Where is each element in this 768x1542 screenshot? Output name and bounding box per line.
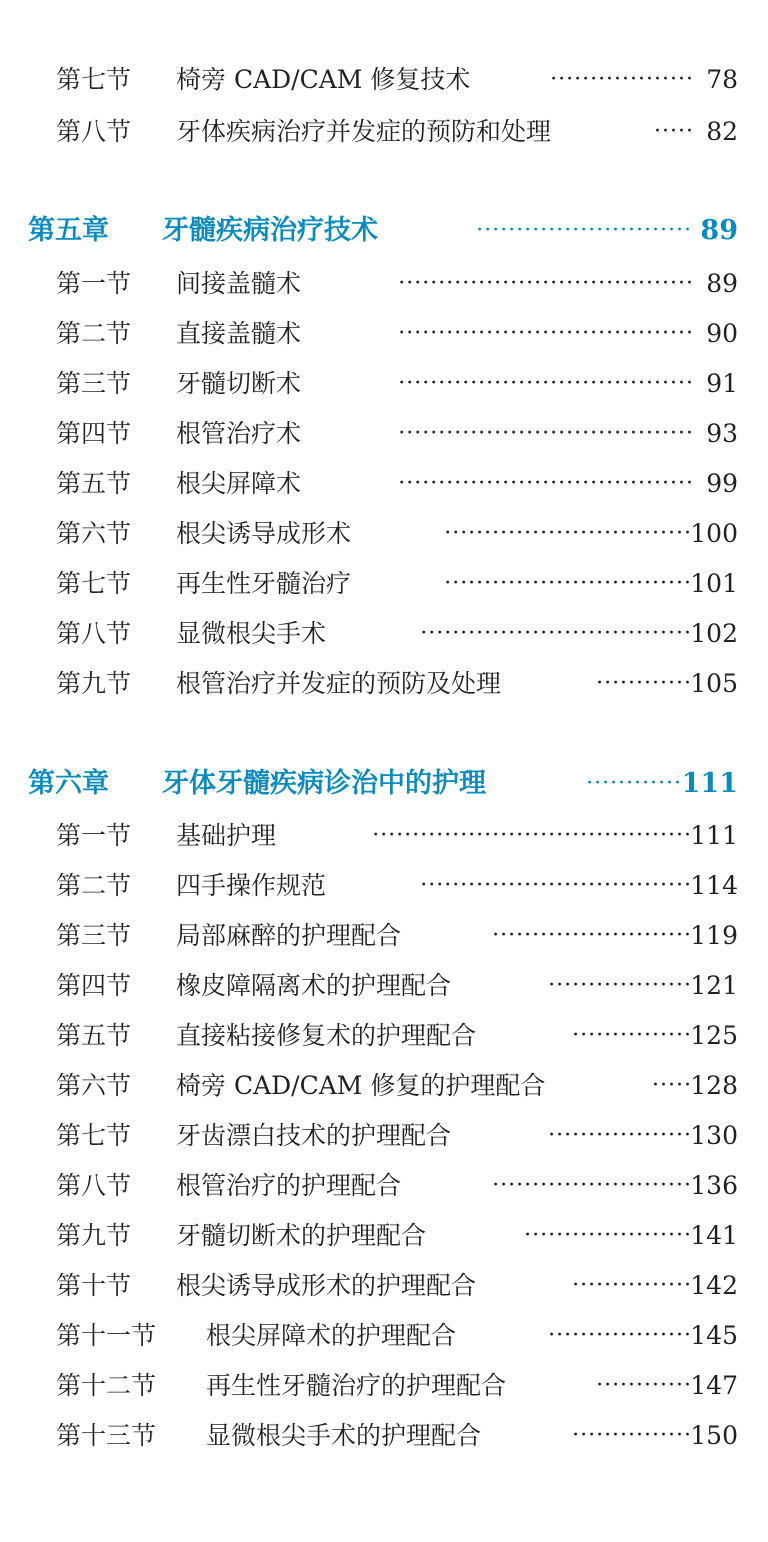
toc-row[interactable] bbox=[0, 364, 768, 404]
chapter-heading[interactable] bbox=[0, 211, 768, 251]
section-title: 根尖诱导成形术 bbox=[176, 519, 352, 548]
toc-row[interactable] bbox=[0, 1116, 768, 1156]
page-number: 89 bbox=[700, 215, 738, 246]
dot-leader: ··············· bbox=[572, 1423, 692, 1448]
dot-leader: ·················· bbox=[550, 67, 694, 92]
page-number: 91 bbox=[706, 369, 738, 398]
dot-leader: ························· bbox=[492, 1173, 692, 1198]
chapter-title: 牙髓疾病治疗技术 bbox=[162, 215, 378, 246]
page-number: 101 bbox=[690, 569, 738, 598]
section-title: 显微根尖手术的护理配合 bbox=[206, 1421, 482, 1450]
section-number: 第八节 bbox=[56, 1171, 132, 1200]
section-number: 第三节 bbox=[56, 921, 132, 950]
section-number: 第五节 bbox=[56, 469, 132, 498]
toc-row[interactable] bbox=[0, 664, 768, 704]
dot-leader: ··············· bbox=[572, 1023, 692, 1048]
section-number: 第四节 bbox=[56, 971, 132, 1000]
dot-leader: ······························· bbox=[444, 521, 692, 546]
toc-row[interactable] bbox=[0, 1166, 768, 1206]
toc-row[interactable] bbox=[0, 1266, 768, 1306]
section-title: 根尖屏障术的护理配合 bbox=[206, 1321, 457, 1350]
page-number: 136 bbox=[690, 1171, 738, 1200]
toc-row[interactable] bbox=[0, 1016, 768, 1056]
page-number: 147 bbox=[690, 1371, 738, 1400]
section-title: 根管治疗的护理配合 bbox=[176, 1171, 402, 1200]
page-number: 141 bbox=[690, 1221, 738, 1250]
page-number: 145 bbox=[690, 1321, 738, 1350]
page-number: 119 bbox=[690, 921, 738, 950]
section-title: 根尖诱导成形术的护理配合 bbox=[176, 1271, 477, 1300]
toc-row[interactable] bbox=[0, 464, 768, 504]
toc-row[interactable] bbox=[0, 564, 768, 604]
section-number: 第一节 bbox=[56, 821, 132, 850]
section-title: 牙髓切断术 bbox=[176, 369, 302, 398]
section-title: 直接粘接修复术的护理配合 bbox=[176, 1021, 477, 1050]
page-number: 130 bbox=[690, 1121, 738, 1150]
section-number: 第二节 bbox=[56, 319, 132, 348]
toc-row[interactable] bbox=[0, 966, 768, 1006]
dot-leader: ····················· bbox=[524, 1223, 692, 1248]
toc-row[interactable] bbox=[0, 414, 768, 454]
section-title: 基础护理 bbox=[176, 821, 277, 850]
section-number: 第九节 bbox=[56, 1221, 132, 1250]
toc-row[interactable] bbox=[0, 514, 768, 554]
section-number: 第七节 bbox=[56, 1121, 132, 1150]
page-number: 121 bbox=[690, 971, 738, 1000]
section-title: 直接盖髓术 bbox=[176, 319, 302, 348]
dot-leader: ······························· bbox=[444, 571, 692, 596]
chapter-number: 第六章 bbox=[28, 768, 109, 799]
section-number: 第一节 bbox=[56, 269, 132, 298]
section-number: 第十三节 bbox=[56, 1421, 157, 1450]
page-number: 142 bbox=[690, 1271, 738, 1300]
dot-leader: ····································· bbox=[398, 271, 694, 296]
toc-row[interactable] bbox=[0, 1366, 768, 1406]
page-number: 78 bbox=[706, 65, 738, 94]
toc-row[interactable] bbox=[0, 614, 768, 654]
dot-leader: ·················· bbox=[548, 973, 692, 998]
toc-row[interactable] bbox=[0, 916, 768, 956]
toc-row[interactable] bbox=[0, 1416, 768, 1456]
dot-leader: ·································· bbox=[420, 621, 692, 646]
page-number: 93 bbox=[706, 419, 738, 448]
section-number: 第八节 bbox=[56, 619, 132, 648]
section-number: 第十节 bbox=[56, 1271, 132, 1300]
section-title: 间接盖髓术 bbox=[176, 269, 302, 298]
chapter-number: 第五章 bbox=[28, 215, 109, 246]
dot-leader: ··························· bbox=[476, 218, 692, 243]
page-number: 99 bbox=[706, 469, 738, 498]
section-title: 椅旁 CAD/CAM 修复技术 bbox=[176, 65, 471, 94]
section-number: 第六节 bbox=[56, 519, 132, 548]
section-number: 第十二节 bbox=[56, 1371, 157, 1400]
section-title: 再生性牙髓治疗 bbox=[176, 569, 352, 598]
section-title: 再生性牙髓治疗的护理配合 bbox=[206, 1371, 507, 1400]
toc-row[interactable] bbox=[0, 1216, 768, 1256]
dot-leader: ·································· bbox=[420, 873, 692, 898]
toc-row[interactable] bbox=[0, 60, 768, 100]
dot-leader: ····································· bbox=[398, 371, 694, 396]
section-title: 根管治疗并发症的预防及处理 bbox=[176, 669, 502, 698]
section-number: 第七节 bbox=[56, 65, 132, 94]
page-number: 114 bbox=[690, 871, 738, 900]
section-number: 第十一节 bbox=[56, 1321, 157, 1350]
dot-leader: ·················· bbox=[548, 1323, 692, 1348]
page-number: 105 bbox=[690, 669, 738, 698]
dot-leader: ························· bbox=[492, 923, 692, 948]
section-number: 第六节 bbox=[56, 1071, 132, 1100]
page-number: 125 bbox=[690, 1021, 738, 1050]
section-title: 局部麻醉的护理配合 bbox=[176, 921, 402, 950]
toc-row[interactable] bbox=[0, 112, 768, 152]
page-number: 111 bbox=[690, 821, 738, 850]
section-number: 第五节 bbox=[56, 1021, 132, 1050]
section-number: 第八节 bbox=[56, 117, 132, 146]
section-title: 根尖屏障术 bbox=[176, 469, 302, 498]
dot-leader: ····· bbox=[652, 1073, 692, 1098]
page-number: 102 bbox=[690, 619, 738, 648]
dot-leader: ············ bbox=[596, 671, 692, 696]
dot-leader: ··············· bbox=[572, 1273, 692, 1298]
section-title: 橡皮障隔离术的护理配合 bbox=[176, 971, 452, 1000]
section-number: 第七节 bbox=[56, 569, 132, 598]
toc-row[interactable] bbox=[0, 1316, 768, 1356]
chapter-title: 牙体牙髓疾病诊治中的护理 bbox=[162, 768, 486, 799]
toc-row[interactable] bbox=[0, 816, 768, 856]
dot-leader: ············ bbox=[586, 771, 682, 796]
section-title: 四手操作规范 bbox=[176, 871, 327, 900]
dot-leader: ····································· bbox=[398, 471, 694, 496]
section-title: 椅旁 CAD/CAM 修复的护理配合 bbox=[176, 1071, 546, 1100]
chapter-heading[interactable] bbox=[0, 764, 768, 804]
section-title: 显微根尖手术 bbox=[176, 619, 327, 648]
page-number: 90 bbox=[706, 319, 738, 348]
dot-leader: ····································· bbox=[398, 421, 694, 446]
page-number: 150 bbox=[690, 1421, 738, 1450]
section-title: 牙髓切断术的护理配合 bbox=[176, 1221, 427, 1250]
section-number: 第九节 bbox=[56, 669, 132, 698]
page-number: 111 bbox=[681, 768, 738, 799]
section-title: 根管治疗术 bbox=[176, 419, 302, 448]
dot-leader: ············ bbox=[596, 1373, 692, 1398]
dot-leader: ····································· bbox=[398, 321, 694, 346]
section-number: 第四节 bbox=[56, 419, 132, 448]
toc-row[interactable] bbox=[0, 1066, 768, 1106]
dot-leader: ·················· bbox=[548, 1123, 692, 1148]
section-title: 牙体疾病治疗并发症的预防和处理 bbox=[176, 117, 552, 146]
dot-leader: ····· bbox=[654, 119, 694, 144]
section-title: 牙齿漂白技术的护理配合 bbox=[176, 1121, 452, 1150]
toc-row[interactable] bbox=[0, 314, 768, 354]
page-number: 100 bbox=[690, 519, 738, 548]
toc-row[interactable] bbox=[0, 866, 768, 906]
section-number: 第二节 bbox=[56, 871, 132, 900]
page-number: 128 bbox=[690, 1071, 738, 1100]
section-number: 第三节 bbox=[56, 369, 132, 398]
toc-row[interactable] bbox=[0, 264, 768, 304]
page-number: 82 bbox=[706, 117, 738, 146]
page-number: 89 bbox=[706, 269, 738, 298]
dot-leader: ········································ bbox=[372, 823, 692, 848]
